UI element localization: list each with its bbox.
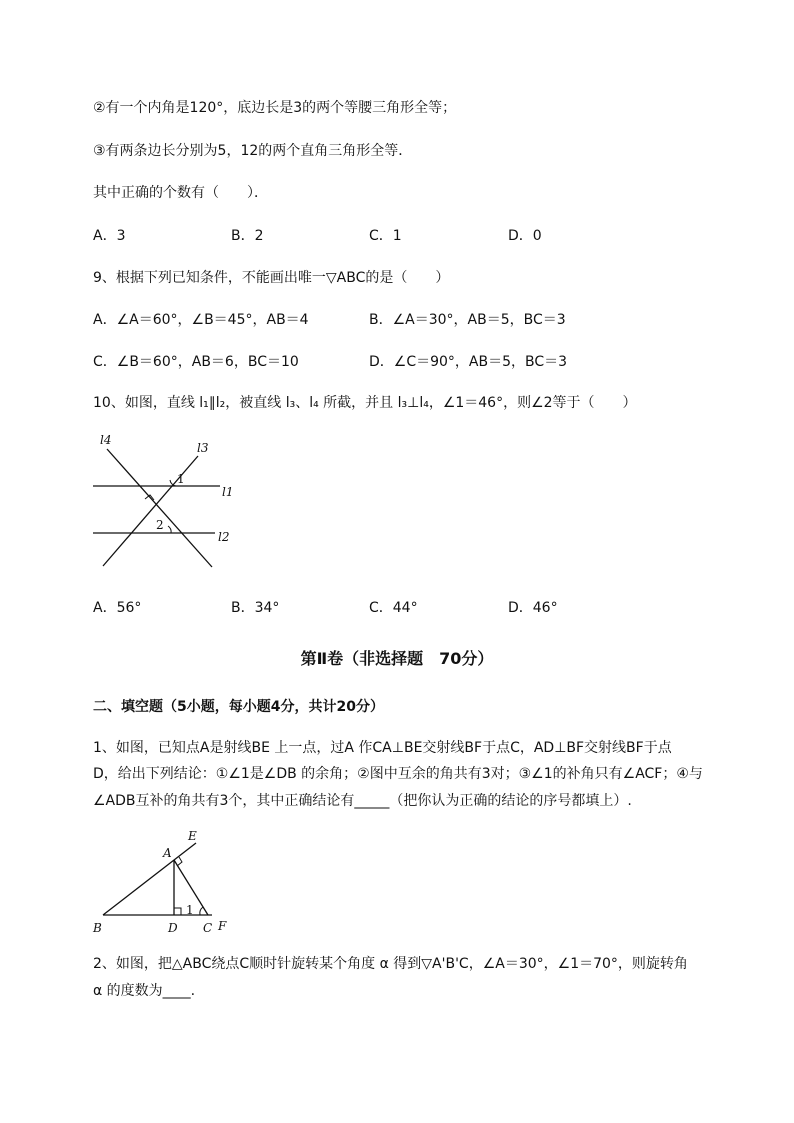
q10-option-d: D．46° [508,600,558,616]
section-2-title: 第Ⅱ卷（非选择题 70分） [300,649,494,668]
q9-option-c: C．∠B＝60°，AB＝6，BC＝10 [93,354,299,370]
label-B: B [93,921,102,935]
f2-line-2: α 的度数为____. [93,983,196,999]
label-l2: l2 [218,530,230,544]
angle-1-arc-f1 [200,907,203,915]
f2-line-1: 2、如图，把△ABC绕点C顺时针旋转某个角度 α 得到▽A'B'C，∠A＝30°，∠1＝70°，则旋转角 [93,956,688,972]
fill-blank-heading: 二、填空题（5小题，每小题4分，共计20分） [93,699,384,715]
statement-2: ②有一个内角是120°，底边长是3的两个等腰三角形全等； [93,100,457,116]
label-F: F [218,919,227,933]
q9-stem: 9、根据下列已知条件，不能画出唯一▽ABC的是（ ） [93,270,450,286]
q10-stem: 10、如图，直线 l₁∥l₂，被直线 l₃、l₄ 所截，并且 l₃⊥l₄，∠1＝46°，则∠2等于（ ） [93,395,637,411]
q8-option-b: B．2 [231,228,264,244]
right-angle-d [174,908,181,915]
label-l3: l3 [197,441,209,455]
q9-option-b: B．∠A＝30°，AB＝5，BC＝3 [369,312,566,328]
label-l1: l1 [222,485,234,499]
label-E: E [188,829,197,843]
label-A: A [163,846,172,860]
q9-option-a: A．∠A＝60°，∠B＝45°，AB＝4 [93,312,309,328]
line-l4 [107,449,212,567]
q9-option-d: D．∠C＝90°，AB＝5，BC＝3 [369,354,568,370]
label-angle-2: 2 [156,518,164,532]
f1-line-1: 1、如图，已知点A是射线BE 上一点，过A 作CA⊥BE交射线BF于点C，AD⊥BF交射线BF于点 [93,740,672,756]
label-angle-1-f1: 1 [186,903,194,917]
q8-option-a: A．3 [93,228,126,244]
q8-option-d: D．0 [508,228,542,244]
q8-option-c: C．1 [369,228,402,244]
angle-2-arc [168,526,171,533]
q10-option-b: B．34° [231,600,280,616]
right-angle-a [177,857,182,866]
q10-option-c: C．44° [369,600,418,616]
label-angle-1: 1 [177,472,185,486]
ray-be [103,843,196,915]
f1-line-3: ∠ADB互补的角共有3个，其中正确结论有_____（把你认为正确的结论的序号都填上）. [93,793,632,809]
question-prompt: 其中正确的个数有（ ）． [93,185,268,201]
statement-3: ③有两条边长分别为5，12的两个直角三角形全等． [93,143,413,159]
f1-line-2: D，给出下列结论：①∠1是∠DB 的余角；②图中互余的角共有3对；③∠1的补角只有∠ACF；④与 [93,766,703,782]
label-D: D [168,921,178,935]
q10-option-a: A．56° [93,600,142,616]
label-C: C [203,921,213,935]
label-l4: l4 [100,433,112,447]
